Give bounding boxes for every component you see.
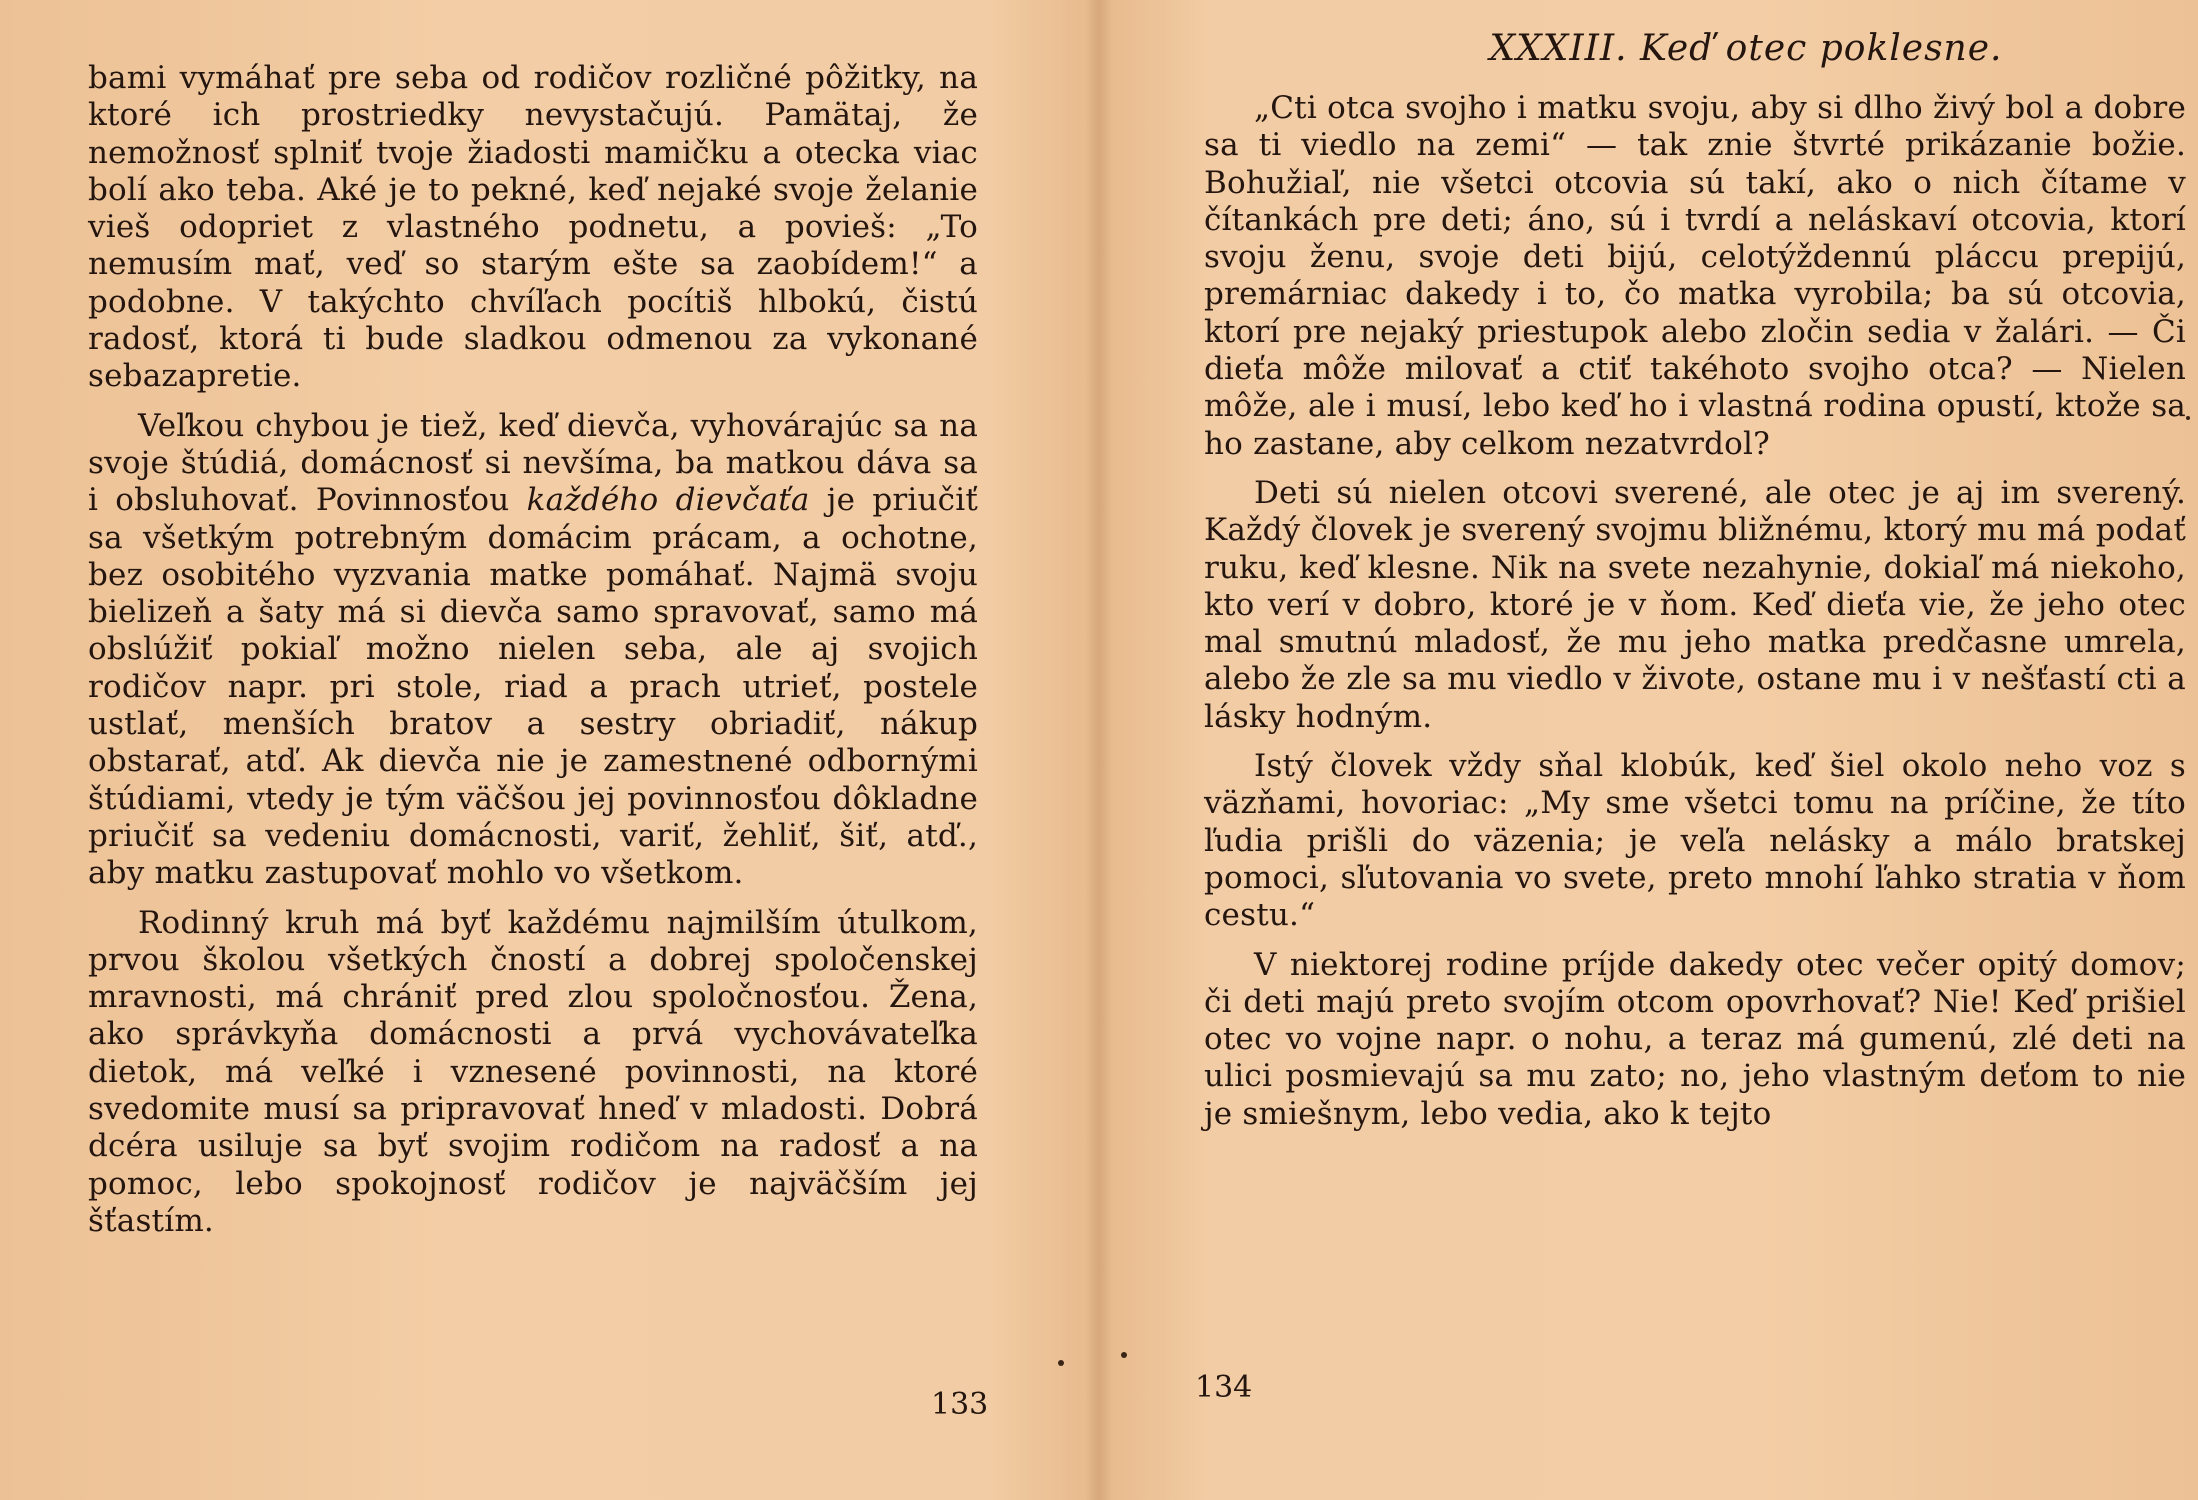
page-number-left: 133: [931, 1387, 989, 1422]
page-number-right: 134: [1195, 1370, 1253, 1405]
right-paragraph-1: „Cti otca svojho i matku svoju, aby si dlho živý bol a dobre sa ti viedlo na zemi“ — tak znie štvrté prikázanie božie. Bohužiaľ, nie všetci otcovia sú takí, ako o nich čítame v čítankách pre deti; áno, sú i tvrdí a neláskaví otcovia, ktorí svoju ženu, svoje deti bijú, celotýždennú pláccu prepijú, premárniac dakedy i to, čo matka vyrobila; ba sú otcovia, ktorí pre nejaký priestupok alebo zločin sedia v žalári. — Či dieťa môže milovať a ctiť takéhoto svojho otca? — Nielen môže, ale i musí, lebo keď ho i vlastná rodina opustí, ktože sa ho zastane, aby celkom nezatvrdol?: [1204, 90, 2186, 462]
right-paragraph-4: V niektorej rodine príjde dakedy otec večer opitý domov; či deti majú preto svojím otcom opovrhovať? Nie! Keď prišiel otec vo vojne napr. o nohu, a teraz má gumenú, zlé deti na ulici posmievajú sa mu zato; no, jeho vlastným deťom to nie je smiešnym, lebo vedia, ako k tejto: [1204, 946, 2186, 1132]
left-paragraph-3: Rodinný kruh má byť každému najmilším útulkom, prvou školou všetkých čností a dobrej spoločenskej mravnosti, má chrániť pred zlou spoločnosťou. Žena, ako správkyňa domácnosti a prvá vychovávateľka dietok, má veľké i vznesené povinnosti, na ktoré svedomite musí sa pripravovať hneď v mladosti. Dobrá dcéra usiluje sa byť svojim rodičom na radosť a na pomoc, lebo spokojnosť rodičov je najväčším jej šťastím.: [88, 904, 978, 1239]
ink-speck: [1058, 1360, 1064, 1366]
left-paragraph-2: [88, 408, 978, 893]
left-page-text: [88, 60, 978, 1240]
right-page-text: [1204, 90, 2186, 1133]
emphasized-phrase: každého dievčaťa: [526, 482, 810, 519]
paragraph-text-part: je priučiť sa všetkým potrebným domácim prácam, a ochotne, bez osobitého vyzvania matke pomáhať. Najmä svoju bielizeň a šaty má si dievča samo spravovať, samo má obslúžiť pokiaľ možno nielen seba, ale aj svojich rodičov napr. pri stole, riad a prach utrieť, postele ustlať, menších bratov a sestry obriadiť, nákup obstarať, atď. Ak dievča nie je zamestnené odbornými štúdiami, vtedy je tým väčšou jej povinnosťou dôkladne priučiť sa vedeniu domácnosti, variť, žehliť, šiť, atď., aby matku zastupovať mohlo vo všetkom.: [88, 482, 978, 892]
chapter-heading: XXXIII. Keď otec poklesne.: [1489, 28, 2003, 69]
ink-speck: [2186, 416, 2190, 420]
right-paragraph-2: Deti sú nielen otcovi sverené, ale otec je aj im sverený. Každý človek je sverený svojmu bližnému, ktorý mu má podať ruku, keď klesne. Nik na svete nezahynie, dokiaľ má niekoho, kto verí v dobro, ktoré je v ňom. Keď dieťa vie, že jeho otec mal smutnú mladosť, že mu jeho matka predčasne umrela, alebo že zle sa mu viedlo v živote, ostane mu i v nešťastí cti a lásky hodným.: [1204, 474, 2186, 735]
left-paragraph-1: bami vymáhať pre seba od rodičov rozličné pôžitky, na ktoré ich prostriedky nevystačujú. Pamätaj, že nemožnosť splniť tvoje žiadosti mamičku a otecka viac bolí ako teba. Aké je to pekné, keď nejaké svoje želanie vieš odopriet z vlastného podnetu, a povieš: „To nemusím mať, veď so starým ešte sa zaobídem!“ a podobne. V takýchto chvíľach pocítiš hlbokú, čistú radosť, ktorá ti bude sladkou odmenou za vykonané sebazapretie.: [88, 60, 978, 395]
paragraph-text-part: Veľkou chybou je tiež, keď dievča, vyhovárajúc sa na svoje štúdiá, domácnosť si nevšíma, ba matkou dáva sa i obsluhovať. Povinnosťou: [88, 407, 978, 519]
ink-speck: [1121, 1352, 1127, 1358]
right-paragraph-3: Istý človek vždy sňal klobúk, keď šiel okolo neho voz s väzňami, hovoriac: „My sme všetci tomu na príčine, že títo ľudia prišli do väzenia; je veľa nelásky a málo bratskej pomoci, sľutovania vo svete, preto mnohí ľahko stratia v ňom cestu.“: [1204, 748, 2186, 934]
right-page: [1099, 0, 2198, 1500]
